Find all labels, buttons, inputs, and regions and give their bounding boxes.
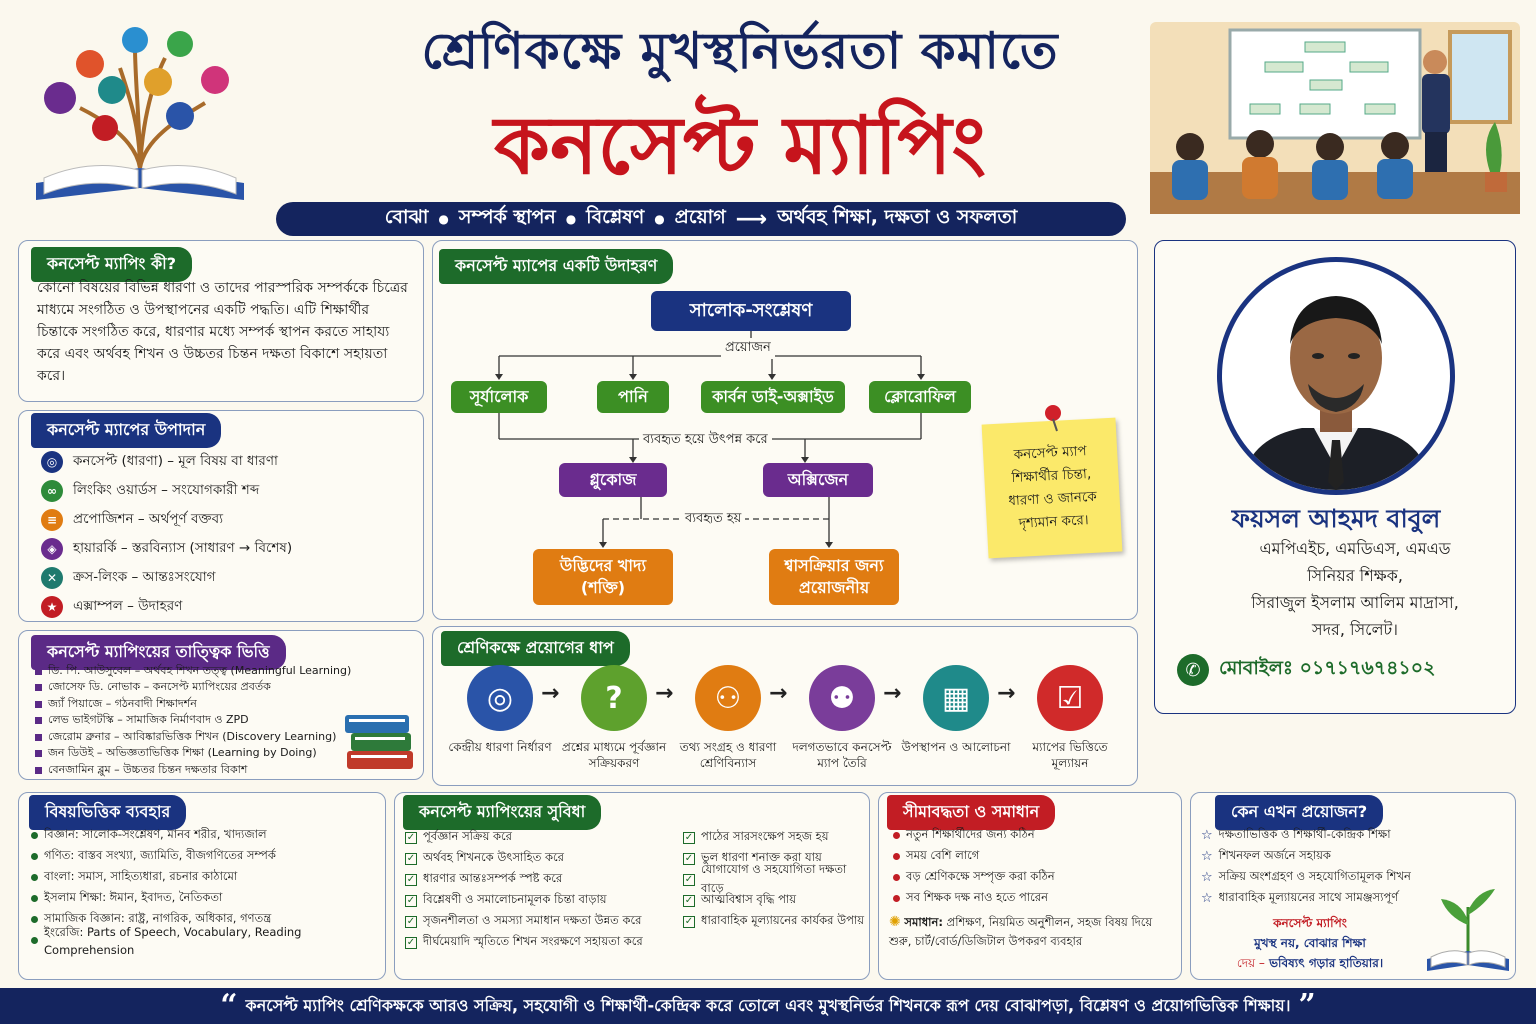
bullet-icon [31, 832, 38, 839]
slogan-line3 [1195, 953, 1425, 973]
step-arrow-icon: → [997, 681, 1016, 706]
question-icon: ? [581, 665, 647, 731]
list-item [405, 848, 675, 869]
step-label: দলগতভাবে কনসেপ্ট ম্যাপ তৈরি [792, 740, 892, 770]
solution-text: প্রশিক্ষণ, নিয়মিত অনুশীলন, সহজ বিষয় দিয়ে শুরু, চার্ট/বোর্ড/ডিজিটাল উপকরণ ব্যবহার [889, 915, 1153, 948]
what-title: কনসেপ্ট ম্যাপিং কী? [31, 247, 192, 282]
what-body: কোনো বিষয়ের বিভিন্ন ধারণা ও তাদের পারস্পরিক সম্পর্ককে চিত্রের মাধ্যমে সংগঠিত ও উপস্থাপনের একটি পদ্ধতি। এটি শিক্ষার্থীর চিন্তাকে সংগঠিত করে, ধারণার মধ্যে সম্পর্ক স্থাপন করতে সাহায্য করে এবং অর্থবহ শিখন ও উচ্চতর চিন্তন দক্ষতা বিকাশে সহায়তা করে। [37, 280, 408, 384]
list-item [683, 827, 865, 848]
theory-item [35, 696, 365, 713]
list-item-text: বিশ্লেষণী ও সমালোচনামূলক চিন্তা বাড়ায় [423, 892, 607, 906]
sprout-book-icon [1423, 877, 1513, 977]
list-item-text: সৃজনশীলতা ও সমস্যা সমাধান দক্ষতা উন্নত করে [423, 913, 642, 927]
target-icon: ◎ [467, 665, 533, 731]
checkbox-icon: ✓ [684, 852, 694, 864]
linking-word: ব্যবহৃত হয়ে উৎপন্ন করে [639, 430, 772, 451]
checkbox-icon: ✓ [406, 831, 416, 843]
tagline-item: প্রয়োগ [674, 206, 726, 228]
avatar [1222, 262, 1450, 490]
profile-address: সদর, সিলেট। [1312, 620, 1398, 639]
concept-node-product: অক্সিজেন [763, 463, 873, 497]
theory-item [35, 713, 365, 730]
list-item-text: বিজ্ঞান: সালোক-সংশ্লেষণ, মানব শরীর, খাদ্যজাল [44, 827, 267, 841]
page-title-main: কনসেপ্ট ম্যাপিং [494, 99, 986, 192]
elements-list [41, 447, 411, 621]
document-icon: ≡ [41, 509, 63, 531]
step-item [1015, 665, 1125, 771]
theory-item [35, 680, 365, 697]
element-label: ক্রস-লিংক – আন্তঃসংযোগ [73, 569, 216, 585]
bullet-icon [893, 895, 900, 902]
element-label: এক্সাম্পল – উদাহরণ [73, 598, 183, 614]
team-icon: ⚉ [809, 665, 875, 731]
star-icon: ☆ [1201, 891, 1213, 906]
element-item [41, 447, 411, 476]
star-icon: ☆ [1201, 849, 1213, 864]
limits-title: সীমাবদ্ধতা ও সমাধান [887, 795, 1055, 830]
benefits-list-col1 [405, 827, 675, 953]
list-item [405, 890, 675, 911]
profile-role: সিনিয়র শিক্ষক, [1307, 566, 1403, 585]
list-item [893, 888, 1177, 909]
list-item [1201, 825, 1501, 846]
theory-list [35, 663, 365, 779]
step-arrow-icon: → [883, 681, 902, 706]
tagline-bar: বোঝা ● সম্পর্ক স্থাপন ● বিশ্লেষণ ● প্রয়োগ ⟶ অর্থবহ শিক্ষা, দক্ষতা ও সফলতা [276, 202, 1126, 236]
list-item [893, 825, 1177, 846]
profile-phone[interactable] [1177, 653, 1507, 687]
page-title-line1: শ্রেণিকক্ষে মুখস্থনির্ভরতা কমাতে [421, 22, 1059, 80]
element-label: কনসেপ্ট (ধারণা) – মূল বিষয় বা ধারণা [73, 453, 278, 469]
example-title: কনসেপ্ট ম্যাপের একটি উদাহরণ [439, 249, 673, 284]
quote-close-icon: ” [1298, 988, 1316, 1023]
list-item-text: সক্রিয় অংশগ্রহণ ও সহযোগিতামূলক শিখন [1218, 869, 1411, 883]
pushpin-icon [1039, 403, 1069, 433]
bullet-icon [35, 717, 42, 724]
sticky-note [982, 418, 1123, 559]
concept-node-output: শ্বাসক্রিয়ার জন্য প্রয়োজনীয় [769, 549, 899, 605]
bullet-icon [31, 853, 38, 860]
concept-node-input: ক্লোরোফিল [869, 381, 971, 413]
list-item-text: বাংলা: সমাস, সাহিত্যধারা, রচনার কাঠামো [44, 869, 238, 883]
list-item [893, 867, 1177, 888]
classroom-illustration [1150, 22, 1520, 214]
list-item-text: দক্ষতাভিত্তিক ও শিক্ষার্থী-কেন্দ্রিক শিক্ষা [1218, 827, 1391, 841]
list-item-text: ধারাবাহিক মূল্যায়নের সাথে সামঞ্জস্যপূর্ণ [1218, 890, 1399, 904]
limits-list [893, 825, 1177, 909]
checkbox-icon: ✓ [406, 852, 416, 864]
checkbox-icon: ✓ [406, 936, 416, 948]
arrow-icon: ⟶ [735, 206, 768, 232]
solution-block [889, 913, 1175, 951]
step-item [445, 665, 555, 755]
group-icon: ⚇ [695, 665, 761, 731]
list-item [683, 911, 865, 932]
list-item-text: ধারণার আন্তঃসম্পর্ক স্পষ্ট করে [423, 871, 563, 885]
bullet-icon [31, 937, 38, 944]
elements-title: কনসেপ্ট ম্যাপের উপাদান [31, 413, 221, 448]
bullet-icon [35, 668, 42, 675]
step-label: তথ্য সংগ্রহ ও ধারণা শ্রেণিবিন্যাস [679, 740, 777, 770]
checkbox-icon: ✓ [684, 894, 694, 906]
concept-node-root: সালোক-সংশ্লেষণ [651, 291, 851, 331]
list-item-text: পাঠের সারসংক্ষেপ সহজ হয় [701, 829, 829, 843]
layers-icon: ◈ [41, 538, 63, 560]
element-item [41, 563, 411, 592]
example-panel [432, 240, 1138, 620]
theory-item [35, 663, 365, 680]
phone-icon: ✆ [1177, 654, 1209, 686]
list-item [31, 888, 383, 909]
list-item-text: আত্মবিশ্বাস বৃদ্ধি পায় [701, 892, 797, 906]
footer-banner [0, 988, 1536, 1024]
books-icon [343, 705, 417, 775]
theory-title: কনসেপ্ট ম্যাপিংয়ের তাত্ত্বিক ভিত্তি [31, 635, 286, 670]
linking-word: প্রয়োজন [721, 338, 775, 359]
bullet-icon [31, 895, 38, 902]
star-icon: ☆ [1201, 828, 1213, 843]
solution-label: সমাধান: [904, 915, 943, 929]
theory-item [35, 762, 365, 779]
what-panel [18, 240, 424, 402]
checklist-icon: ☑ [1037, 665, 1103, 731]
bullet-icon [31, 916, 38, 923]
list-item-text: ভুল ধারণা শনাক্ত করা যায় [701, 850, 822, 864]
tagline-item: সম্পর্ক স্থাপন [458, 206, 556, 228]
checkbox-icon: ✓ [684, 915, 694, 927]
linking-word: ব্যবহৃত হয় [681, 509, 745, 530]
list-item-text: সামাজিক বিজ্ঞান: রাষ্ট্র, নাগরিক, অধিকার, গণতন্ত্র [44, 911, 272, 925]
list-item-text: সব শিক্ষক দক্ষ নাও হতে পারেন [906, 890, 1048, 904]
element-item [41, 476, 411, 505]
bullet-icon [893, 874, 900, 881]
list-item [405, 911, 675, 932]
element-label: লিংকিং ওয়ার্ডস – সংযোগকারী শব্দ [73, 482, 260, 498]
star-icon: ☆ [1201, 870, 1213, 885]
list-item [31, 825, 383, 846]
profile-photo [1217, 257, 1455, 495]
elements-panel [18, 410, 424, 622]
presentation-icon: ▦ [923, 665, 989, 731]
slogan [1195, 913, 1425, 973]
bullet-icon [35, 684, 42, 691]
benefits-title: কনসেপ্ট ম্যাপিংয়ের সুবিধা [403, 795, 601, 830]
bullet-icon [31, 874, 38, 881]
bullet-icon [35, 701, 42, 708]
tagline-item: বোঝা [384, 206, 429, 228]
step-label: প্রশ্নের মাধ্যমে পূর্বজ্ঞান সক্রিয়করণ [561, 740, 667, 770]
slogan-line1: কনসেপ্ট ম্যাপিং [1273, 916, 1347, 930]
sticky-note-text: কনসেপ্ট ম্যাপ শিক্ষার্থীর চিন্তা, ধারণা ও জানকে দৃশ্যমান করে। [1007, 443, 1098, 532]
theory-text: ডি. পি. আউসুবেল – অর্থবহ শিখন তত্ত্ব (Meaningful Learning) [48, 663, 352, 677]
steps-panel [432, 626, 1138, 786]
bullet-icon [893, 832, 900, 839]
list-item-text: অর্থবহ শিখনকে উৎসাহিত করে [423, 850, 564, 864]
list-item-text: ধারাবাহিক মূল্যায়নের কার্যকর উপায় [701, 913, 864, 927]
list-item-text: বড় শ্রেণিকক্ষে সম্পৃক্ত করা কঠিন [906, 869, 1055, 883]
step-arrow-icon: → [769, 681, 788, 706]
tagline-end: অর্থবহ শিক্ষা, দক্ষতা ও সফলতা [777, 206, 1018, 228]
list-item [31, 846, 383, 867]
step-label: ম্যাপের ভিত্তিতে মূল্যায়ন [1032, 740, 1108, 770]
concept-node-product: গ্লুকোজ [559, 463, 667, 497]
list-item [893, 846, 1177, 867]
bullet-icon [35, 750, 42, 757]
step-arrow-icon: → [541, 681, 560, 706]
theory-text: জেরোম ব্রুনার – আবিষ্কারভিত্তিক শিখন (Discovery Learning) [48, 729, 337, 743]
step-item [901, 665, 1011, 755]
steps-title: শ্রেণিকক্ষে প্রয়োগের ধাপ [441, 631, 630, 666]
checkbox-icon: ✓ [684, 831, 694, 843]
theory-text: জোসেফ ডি. নোভাক – কনসেপ্ট ম্যাপিংয়ের প্রবর্তক [48, 680, 271, 694]
element-label: হায়ারর্কি – স্তরবিন্যাস (সাধারণ → বিশেষ) [73, 540, 293, 556]
list-item-text: ইসলাম শিক্ষা: ঈমান, ইবাদত, নৈতিকতা [44, 890, 223, 904]
checkbox-icon: ✓ [684, 873, 694, 885]
concept-node-output: উদ্ভিদের খাদ্য (শক্তি) [533, 549, 673, 605]
theory-panel [18, 630, 424, 780]
phone-number: মোবাইলঃ ০১৭১৭৬৭৪১০২ [1219, 657, 1436, 679]
book-tree-illustration [30, 18, 250, 214]
step-arrow-icon: → [655, 681, 674, 706]
limits-panel [878, 792, 1182, 980]
profile-degrees: এমপিএইচ, এমডিএস, এমএড [1259, 539, 1451, 558]
benefits-panel [394, 792, 870, 980]
slogan-line3b: ভবিষ্যৎ গড়ার হাতিয়ার। [1269, 956, 1384, 970]
bullet-icon [35, 734, 42, 741]
slogan-line2: মুখস্থ নয়, বোঝার শিক্ষা [1254, 936, 1366, 950]
step-item [787, 665, 897, 771]
list-item [31, 867, 383, 888]
cross-link-icon: ✕ [41, 567, 63, 589]
step-item [559, 665, 669, 771]
concept-node-input: পানি [597, 381, 669, 413]
link-icon: ∞ [41, 480, 63, 502]
list-item-text: নতুন শিক্ষার্থীদের জন্য কঠিন [906, 827, 1035, 841]
list-item-text: শিখনফল অর্জনে সহায়ক [1218, 848, 1331, 862]
list-item-text: ইংরেজি: Parts of Speech, Vocabulary, Reading Comprehension [44, 925, 302, 957]
list-item [405, 932, 675, 953]
checkbox-icon: ✓ [406, 873, 416, 885]
profile-name: ফয়সল আহমদ বাবুল [1231, 504, 1441, 533]
checkbox-icon: ✓ [406, 894, 416, 906]
list-item [1201, 846, 1501, 867]
element-label: প্রপোজিশন – অর্থপূর্ণ বক্তব্য [73, 511, 224, 527]
list-item [405, 869, 675, 890]
why-title: কেন এখন প্রয়োজন? [1215, 795, 1383, 830]
theory-text: জন ডিউই – অভিজ্ঞতাভিত্তিক শিক্ষা (Learning by Doing) [48, 746, 317, 760]
theory-item [35, 729, 365, 746]
list-item-text: দীর্ঘমেয়াদি স্মৃতিতে শিখন সংরক্ষণে সহায়তা করে [423, 934, 643, 948]
profile-institution: সিরাজুল ইসলাম আলিম মাদ্রাসা, [1251, 593, 1459, 612]
theory-text: বেনজামিন ব্লুম – উচ্চতর চিন্তন দক্ষতার বিকাশ [48, 762, 248, 776]
list-item-text: সময় বেশি লাগে [906, 848, 980, 862]
bullet-icon [893, 853, 900, 860]
tagline-item: বিশ্লেষণ [586, 206, 645, 228]
bullet-icon [35, 767, 42, 774]
step-label: কেন্দ্রীয় ধারণা নির্ধারণ [448, 740, 552, 754]
subjects-title: বিষয়ভিত্তিক ব্যবহার [29, 795, 186, 830]
list-item-text: যোগাযোগ ও সহযোগিতা দক্ষতা বাড়ে [701, 861, 847, 895]
lightbulb-icon: ✺ [889, 914, 901, 930]
element-item [41, 505, 411, 534]
concept-icon: ◎ [41, 451, 63, 473]
footer-text: কনসেপ্ট ম্যাপিং শ্রেণিকক্ষকে আরও সক্রিয়, সহযোগী ও শিক্ষার্থী-কেন্দ্রিক করে তোলে এবং মুখস্থনির্ভর শিখনকে রূপ দেয় বোঝাপড়া, বিশ্লেষণ ও প্রয়োগভিত্তিক শিক্ষায়। [245, 995, 1291, 1015]
element-item [41, 592, 411, 621]
element-item [41, 534, 411, 563]
concept-node-input: সূর্যালোক [451, 381, 547, 413]
why-panel [1190, 792, 1516, 980]
subjects-panel [18, 792, 386, 980]
theory-text: লেভ ভাইগটস্কি – সামাজিক নির্মাণবাদ ও ZPD [48, 713, 249, 727]
subjects-list [31, 825, 383, 957]
quote-open-icon: “ [220, 988, 238, 1023]
step-label: উপস্থাপন ও আলোচনা [901, 740, 1011, 754]
step-item [673, 665, 783, 771]
concept-node-input: কার্বন ডাই-অক্সাইড [701, 381, 845, 413]
list-item-text: গণিত: বাস্তব সংখ্যা, জ্যামিতি, বীজগণিতের সম্পর্ক [44, 848, 276, 862]
list-item [31, 925, 383, 957]
star-icon: ★ [41, 596, 63, 618]
list-item [405, 827, 675, 848]
checkbox-icon: ✓ [406, 915, 416, 927]
profile-card [1154, 240, 1516, 714]
benefits-list-col2 [683, 827, 865, 932]
list-item [683, 861, 865, 895]
slogan-line3a: দেয় – [1236, 956, 1265, 970]
theory-item [35, 746, 365, 763]
list-item-text: পূর্বজ্ঞান সক্রিয় করে [423, 829, 512, 843]
theory-text: জ্যাঁ পিয়াজে – গঠনবাদী শিক্ষাদর্শন [48, 696, 197, 710]
